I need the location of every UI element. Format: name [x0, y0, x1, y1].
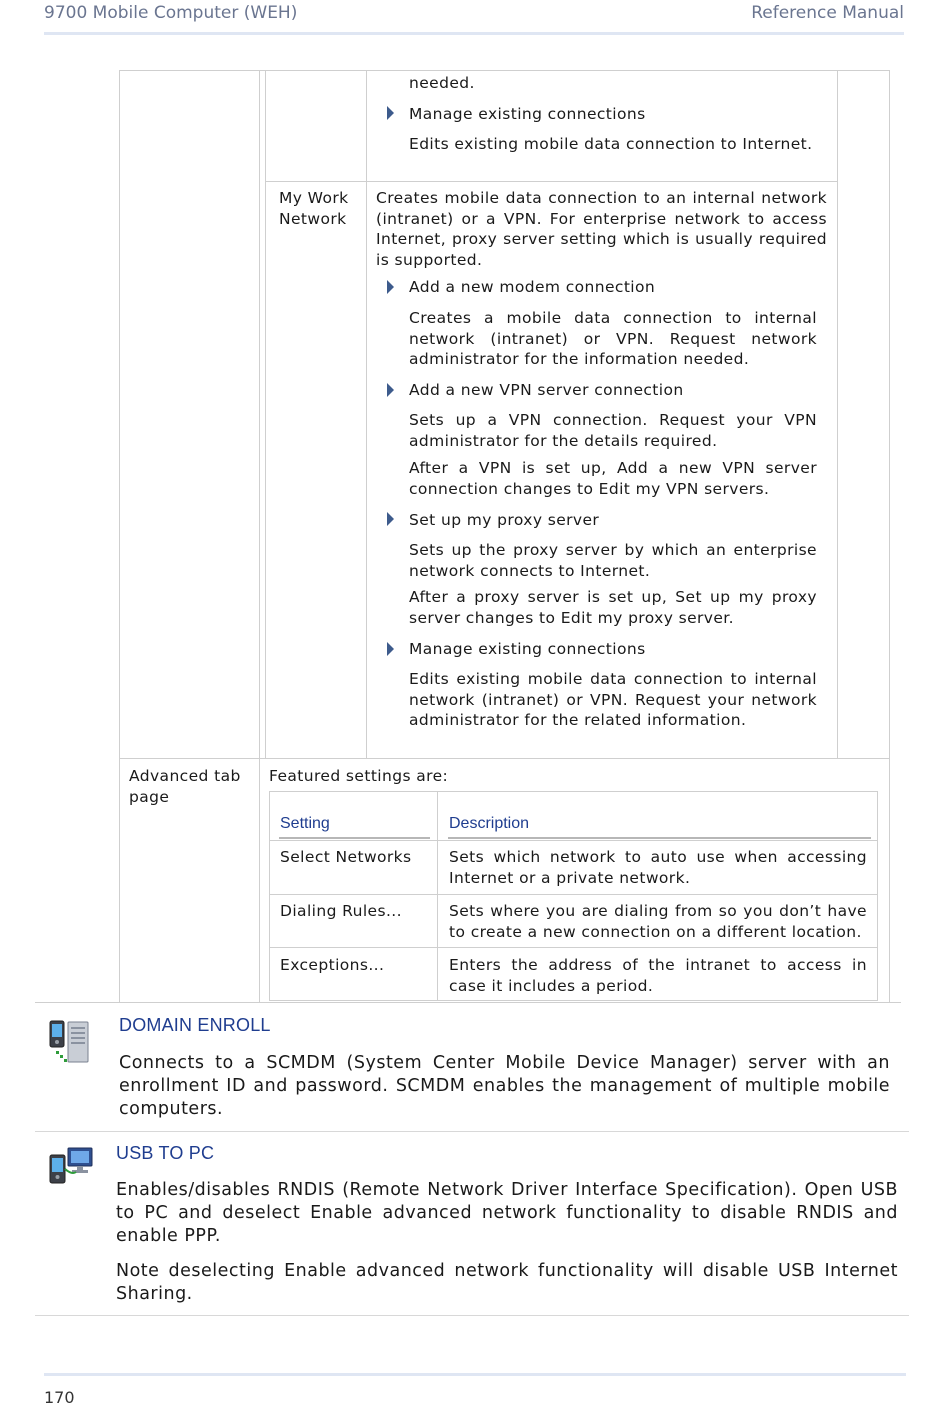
nested-table-top: [269, 791, 878, 792]
document-title: 9700 Mobile Computer (WEH): [44, 3, 298, 23]
setting-name: Select Networks: [280, 848, 412, 866]
bullet-description: Creates a mobile data connection to internal network (intranet) or VPN. Request network administrator for the information needed.: [409, 309, 817, 369]
usb-to-pc-note: Note deselecting Enable advanced network functionality will disable USB Internet Sharing.: [116, 1261, 898, 1304]
manual-type: Reference Manual: [751, 3, 904, 23]
section-divider: [35, 1315, 909, 1316]
bullet-arrow-icon: [387, 106, 394, 120]
section-divider: [35, 1131, 909, 1132]
bullet-label: Add a new VPN server connection: [409, 381, 684, 399]
column-header-description: Description: [449, 815, 530, 832]
bullet-label: Set up my proxy server: [409, 511, 600, 529]
inner-col-right: [837, 70, 838, 758]
bullet-arrow-icon: [387, 512, 394, 526]
inner-col-divider: [366, 70, 367, 758]
nested-row-rule-1: [269, 840, 878, 841]
bullet-description: After a VPN is set up, Add a new VPN server connection changes to Edit my VPN servers.: [409, 459, 817, 498]
bullet-arrow-icon: [387, 383, 394, 397]
nested-table-mid: [437, 791, 438, 1001]
column-header-rule: [279, 837, 430, 839]
advanced-intro: Featured settings are:: [269, 767, 449, 785]
bullet-label: Add a new modem connection: [409, 278, 656, 296]
table-border-left: [119, 70, 120, 1003]
bullet-label: Manage existing connections: [409, 105, 646, 123]
advanced-row-rule: [119, 758, 890, 759]
setting-description: Enters the address of the intranet to access in case it includes a period.: [449, 956, 867, 995]
nested-row-rule-3: [269, 947, 878, 948]
bullet-description: Sets up a VPN connection. Request your VPN administrator for the details required.: [409, 411, 817, 450]
table-border-bottom: [35, 1002, 901, 1003]
domain-enroll-description: Connects to a SCMDM (System Center Mobile Device Manager) server with an enrollment ID and password. SCMDM enables the management of multiple mobile computers.: [119, 1053, 890, 1119]
mobile-device-server-icon: [46, 1019, 98, 1065]
setting-description: Sets which network to auto use when accessing Internet or a private network.: [449, 848, 867, 887]
header-rule: [44, 32, 904, 35]
page-number: 170: [44, 1388, 75, 1407]
usb-to-pc-icon: [46, 1145, 98, 1191]
setting-description: Sets where you are dialing from so you don’t have to create a new connection on a different location.: [449, 902, 867, 941]
row-label-my-work-network: My Work Network: [279, 189, 349, 228]
bullet-arrow-icon: [387, 280, 394, 294]
nested-table-bottom: [269, 1000, 878, 1001]
nested-table-left: [269, 791, 270, 1001]
table-divider-inner: [265, 70, 266, 758]
usb-to-pc-description: Enables/disables RNDIS (Remote Network Driver Interface Specification). Open USB to PC and deselect Enable advanced network functionality to disable RNDIS and enable PPP.: [116, 1180, 898, 1246]
inner-top-rule: [366, 70, 838, 71]
table-border-right: [889, 70, 890, 1003]
bullet-arrow-icon: [387, 642, 394, 656]
nested-row-rule-2: [269, 894, 878, 895]
table-divider-outer: [259, 70, 260, 1003]
my-work-network-rule: [265, 181, 838, 182]
column-header-setting: Setting: [280, 815, 330, 832]
setting-name: Exceptions...: [280, 956, 385, 974]
my-work-network-intro: Creates mobile data connection to an internal network (intranet) or a VPN. For enterprise network to access Internet, proxy server setting which is usually required is supported.: [376, 189, 827, 269]
continued-text: needed.: [409, 74, 475, 92]
setting-name: Dialing Rules...: [280, 902, 402, 920]
section-title-domain-enroll: DOMAIN ENROLL: [119, 1015, 271, 1035]
bullet-description: After a proxy server is set up, Set up my proxy server changes to Edit my proxy server.: [409, 588, 817, 627]
bullet-description: Edits existing mobile data connection to Internet.: [409, 135, 813, 153]
bullet-description: Sets up the proxy server by which an enterprise network connects to Internet.: [409, 541, 817, 580]
row-label-advanced-tab: Advanced tab page: [129, 767, 241, 806]
bullet-description: Edits existing mobile data connection to internal network (intranet) or VPN. Request your network administrator for the related information.: [409, 670, 817, 730]
footer-rule: [44, 1373, 906, 1376]
section-title-usb-to-pc: USB TO PC: [116, 1143, 215, 1163]
column-header-rule: [448, 837, 871, 839]
bullet-label: Manage existing connections: [409, 640, 646, 658]
nested-table-right: [877, 791, 878, 1001]
